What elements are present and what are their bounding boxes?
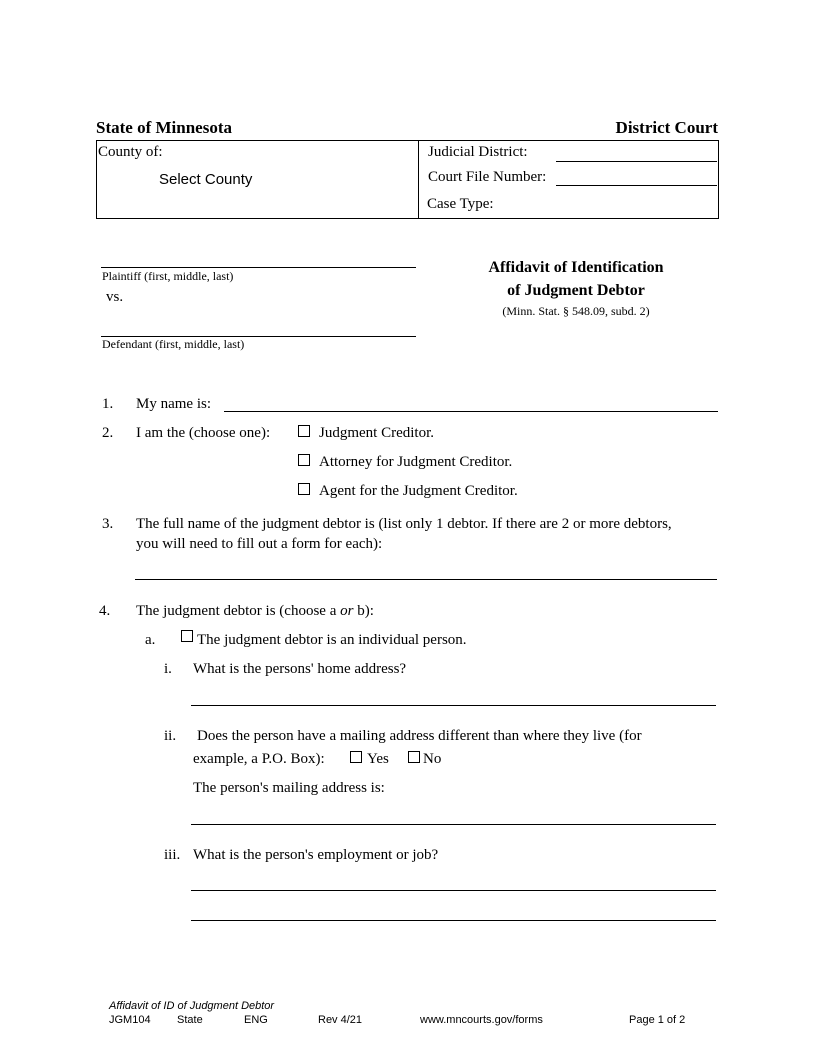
mailing-address-label: The person's mailing address is: <box>193 780 385 796</box>
footer-form-title: Affidavit of ID of Judgment Debtor <box>109 1000 275 1012</box>
q4ai-label: i. <box>164 661 172 677</box>
q4aiii-label: iii. <box>164 847 181 863</box>
attorney-label: Attorney for Judgment Creditor. <box>319 454 513 470</box>
my-name-input[interactable] <box>224 411 718 412</box>
mailing-no-checkbox[interactable] <box>408 751 420 763</box>
q2-text: I am the (choose one): <box>136 425 271 441</box>
court-file-number-label: Court File Number: <box>428 169 547 185</box>
employment-input-line1[interactable] <box>191 890 716 891</box>
q3-number: 3. <box>102 516 114 532</box>
agent-label: Agent for the Judgment Creditor. <box>319 483 518 499</box>
individual-person-checkbox[interactable] <box>181 630 193 642</box>
state-heading: State of Minnesota <box>96 118 232 137</box>
judicial-district-input[interactable] <box>556 161 717 162</box>
mailing-question-line2: example, a P.O. Box): <box>193 751 325 767</box>
court-file-number-input[interactable] <box>556 185 717 186</box>
county-select[interactable]: Select County <box>159 171 253 188</box>
vs-text: vs. <box>106 289 124 305</box>
case-type-label: Case Type: <box>427 196 494 212</box>
defendant-label: Defendant (first, middle, last) <box>102 337 245 351</box>
q2-number: 2. <box>102 425 114 441</box>
footer-revision: Rev 4/21 <box>318 1014 363 1026</box>
employment-question: What is the person's employment or job? <box>193 847 439 863</box>
mailing-address-input[interactable] <box>191 824 716 825</box>
case-info-box <box>96 140 719 219</box>
home-address-question: What is the persons' home address? <box>193 661 407 677</box>
plaintiff-input[interactable] <box>101 267 416 268</box>
footer-page-number: Page 1 of 2 <box>629 1014 686 1026</box>
agent-checkbox[interactable] <box>298 483 310 495</box>
q4aii-label: ii. <box>164 728 177 744</box>
debtor-name-input[interactable] <box>135 579 717 580</box>
statute-reference: (Minn. Stat. § 548.09, subd. 2) <box>502 304 650 318</box>
q1-text: My name is: <box>136 396 211 412</box>
mailing-no-label: No <box>423 751 442 767</box>
form-title-line2: of Judgment Debtor <box>507 282 645 299</box>
q4a-label: a. <box>145 632 156 648</box>
footer-language: ENG <box>244 1014 268 1026</box>
q4-text: The judgment debtor is (choose a or b): <box>136 603 374 619</box>
q3-text-line2: you will need to fill out a form for each): <box>136 536 383 552</box>
q3-text-line1: The full name of the judgment debtor is (list only 1 debtor. If there are 2 or more debtors, <box>136 516 672 532</box>
county-label: County of: <box>98 144 163 160</box>
footer-website[interactable]: www.mncourts.gov/forms <box>420 1014 543 1026</box>
attorney-checkbox[interactable] <box>298 454 310 466</box>
mailing-yes-label: Yes <box>367 751 389 767</box>
home-address-input[interactable] <box>191 705 716 706</box>
individual-person-text: The judgment debtor is an individual person. <box>197 632 467 648</box>
footer-jurisdiction: State <box>177 1014 203 1026</box>
form-title-line1: Affidavit of Identification <box>488 259 664 276</box>
q1-number: 1. <box>102 396 114 412</box>
case-box-divider <box>418 141 419 218</box>
mailing-question-line1: Does the person have a mailing address different than where they live (for <box>197 728 642 744</box>
footer-form-code: JGM104 <box>109 1014 151 1026</box>
court-heading: District Court <box>615 118 718 137</box>
mailing-yes-checkbox[interactable] <box>350 751 362 763</box>
q4-number: 4. <box>99 603 111 619</box>
employment-input-line2[interactable] <box>191 920 716 921</box>
plaintiff-label: Plaintiff (first, middle, last) <box>102 269 234 283</box>
judgment-creditor-checkbox[interactable] <box>298 425 310 437</box>
judgment-creditor-label: Judgment Creditor. <box>319 425 434 441</box>
judicial-district-label: Judicial District: <box>428 144 528 160</box>
